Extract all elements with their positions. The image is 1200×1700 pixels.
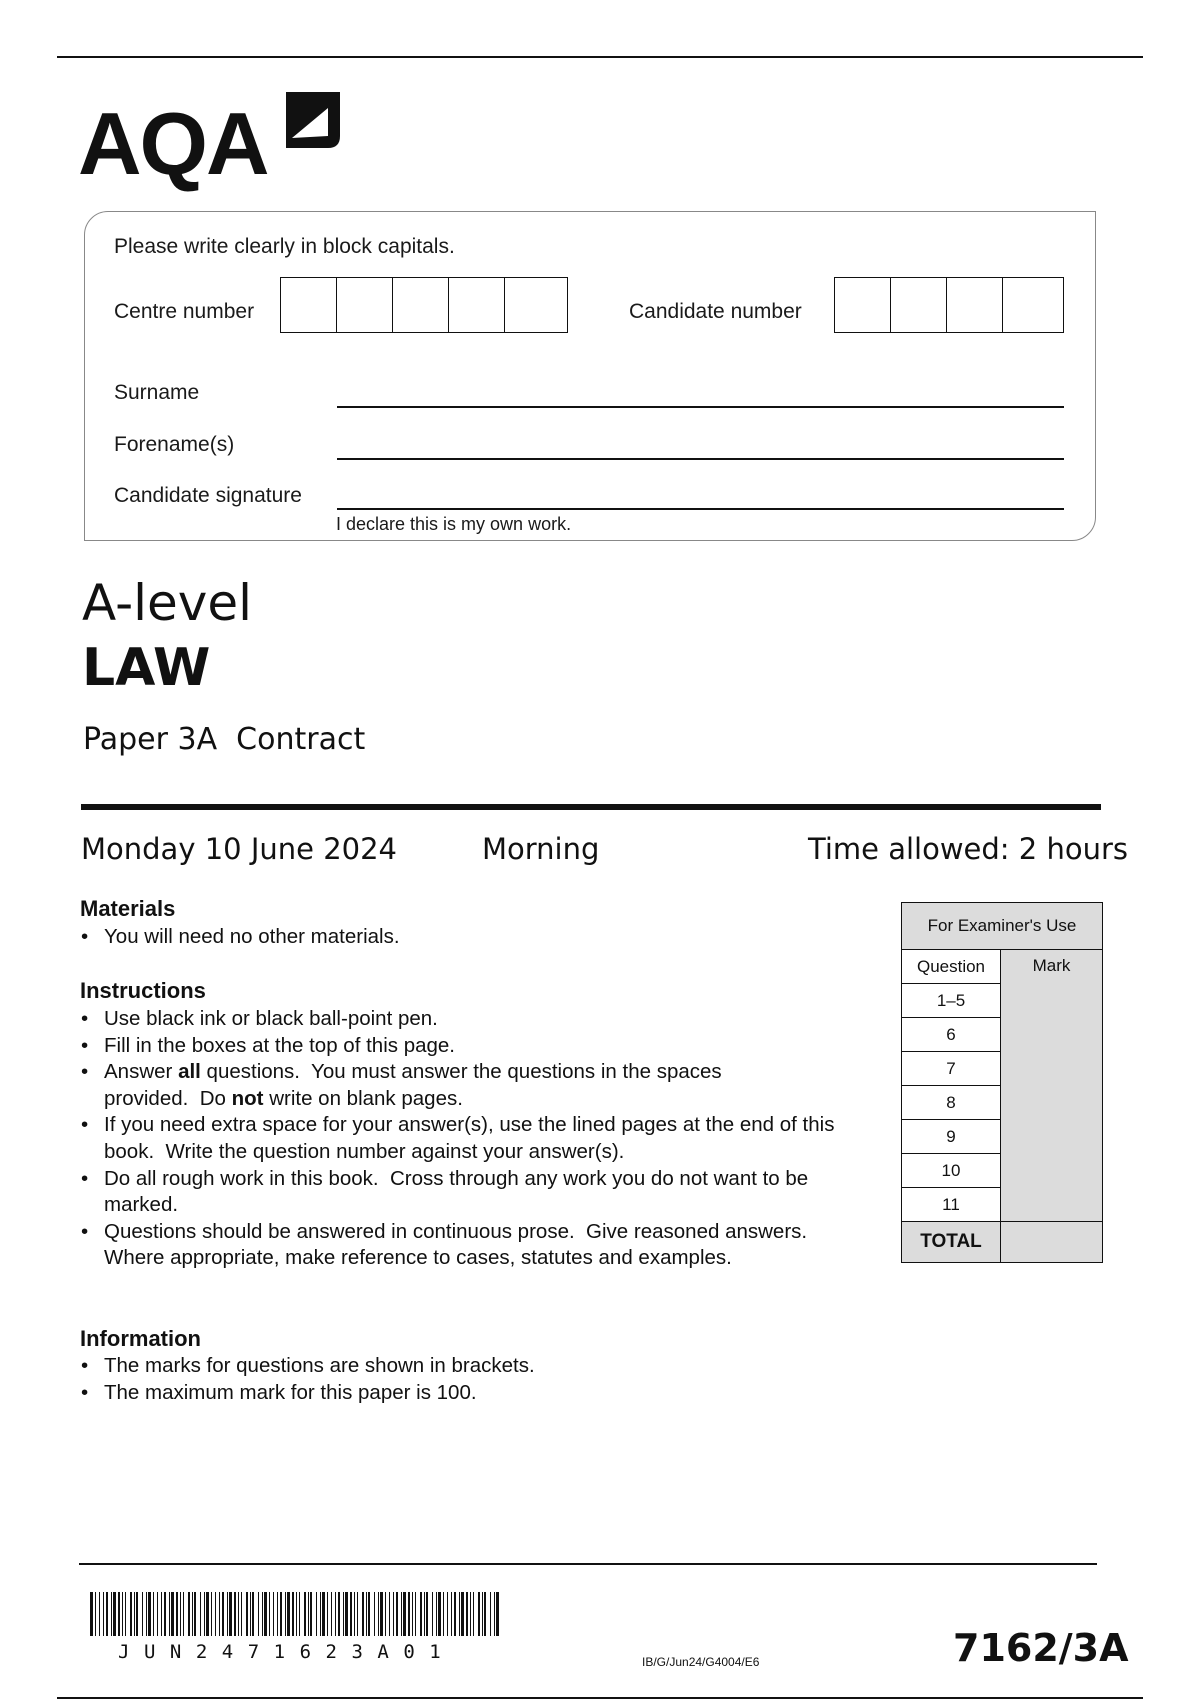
surname-label: Surname [114,381,200,404]
candidate-number-label: Candidate number [629,300,802,323]
list-item: • If you need extra space for your answer(s), use the lined pages at the end of this book. Write the question number against your answer(s). [80,1112,870,1165]
materials-list [80,924,840,951]
list-item: • Do all rough work in this book. Cross through any work you do not want to be marked. [80,1166,864,1219]
list-item: • You will need no other materials. [80,924,840,951]
title-divider [81,804,1101,810]
barcode-text: JUN2471623A01 [118,1641,456,1663]
text-run: write on blank pages. [263,1086,463,1110]
centre-number-digit[interactable] [505,278,561,332]
list-item: • The maximum mark for this paper is 100. [80,1380,840,1407]
instructions-heading: Instructions [80,978,206,1003]
declaration-text: I declare this is my own work. [336,514,572,534]
paper-title: Paper 3A Contract [83,722,366,757]
candidate-number-digit[interactable] [947,278,1003,332]
block-capitals-instruction: Please write clearly in block capitals. [114,235,455,258]
information-list [80,1353,840,1406]
bottom-rule [57,1697,1143,1699]
question-row: 8 [902,1086,1001,1120]
list-item: • Fill in the boxes at the top of this page. [80,1033,870,1060]
emphasis-all: all [178,1060,201,1084]
forenames-field[interactable] [337,458,1064,460]
centre-number-digit[interactable] [449,278,505,332]
examiner-table-heading: For Examiner's Use [902,903,1103,950]
candidate-number-digit[interactable] [891,278,947,332]
list-item: • The marks for questions are shown in brackets. [80,1353,840,1380]
question-row: 7 [902,1052,1001,1086]
barcode-image [90,1592,502,1636]
examiner-use-table [901,902,1103,1263]
question-row: 9 [902,1120,1001,1154]
logo-mark-icon [282,92,340,148]
candidate-number-digit[interactable] [1003,278,1061,332]
materials-heading: Materials [80,896,176,921]
question-column-header: Question [902,950,1001,984]
centre-number-digit[interactable] [337,278,393,332]
candidate-number-boxes[interactable] [834,277,1064,333]
signature-field[interactable] [337,508,1064,510]
mark-column[interactable] [1001,950,1103,1222]
question-row: 1–5 [902,984,1001,1018]
forenames-label: Forename(s) [114,433,235,456]
signature-label: Candidate signature [114,484,302,507]
centre-number-digit[interactable] [281,278,337,332]
surname-field[interactable] [337,406,1064,408]
list-item [80,1059,809,1112]
list-item: • Use black ink or black ball-point pen. [80,1006,870,1033]
candidate-number-digit[interactable] [835,278,891,332]
centre-number-boxes[interactable] [280,277,568,333]
text-run: questions. You must answer the questions in the spaces provided. Do [104,1060,728,1110]
subject-title: LAW [82,638,211,698]
question-row: 10 [902,1154,1001,1188]
emphasis-not: not [231,1086,264,1110]
list-item: • Questions should be answered in continuous prose. Give reasoned answers. Where appropriate, make reference to cases, statutes and examples. [80,1219,809,1272]
aqa-logo [78,88,358,193]
text-run: Answer [104,1060,179,1084]
information-heading: Information [80,1326,201,1351]
exam-date: Monday 10 June 2024 [81,832,397,866]
footer-rule [79,1563,1097,1565]
reference-code: IB/G/Jun24/G4004/E6 [642,1655,760,1669]
time-allowed: Time allowed: 2 hours [808,832,1128,866]
total-mark-cell[interactable] [1001,1222,1103,1263]
top-rule [57,56,1143,58]
qualification-level: A-level [82,574,253,632]
instructions-list [80,1006,870,1272]
mark-column-header: Mark [1032,956,1071,975]
exam-session: Morning [482,832,600,866]
total-label: TOTAL [902,1222,1001,1263]
logo-text: AQA [78,94,268,193]
centre-number-label: Centre number [114,300,255,323]
question-row: 11 [902,1188,1001,1222]
question-row: 6 [902,1018,1001,1052]
paper-code: 7162/3A [953,1626,1129,1670]
centre-number-digit[interactable] [393,278,449,332]
